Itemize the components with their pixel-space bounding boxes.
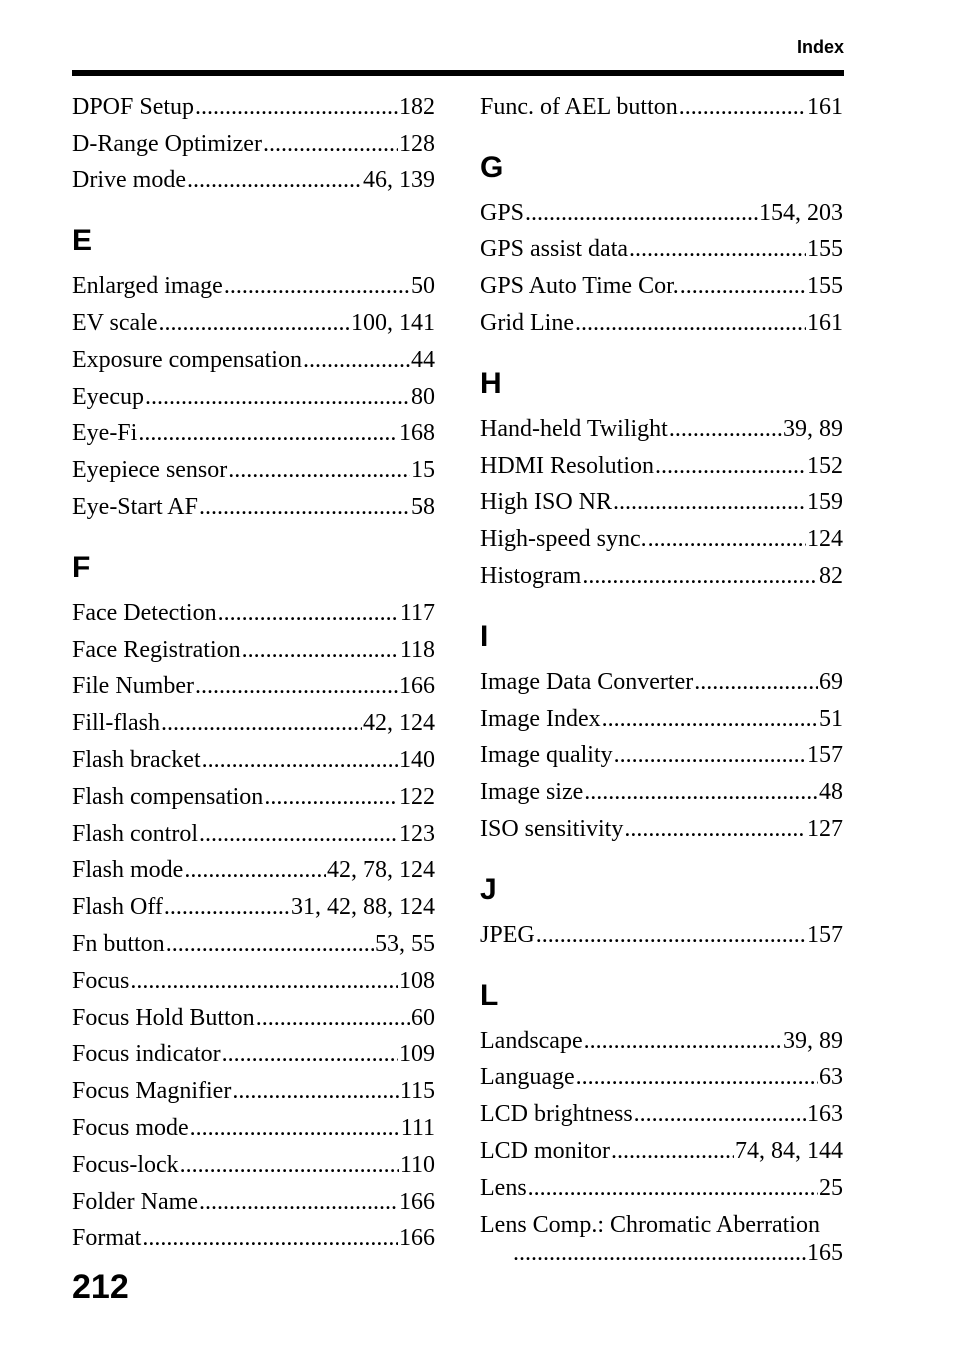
leader-dots bbox=[584, 1028, 782, 1055]
index-pages: 115 bbox=[399, 1078, 435, 1105]
index-term: Image Data Converter bbox=[480, 668, 694, 695]
leader-dots bbox=[624, 816, 806, 843]
leader-dots bbox=[584, 779, 818, 806]
index-entry bbox=[72, 958, 435, 995]
leader-dots bbox=[222, 1041, 398, 1068]
index-term: Flash mode bbox=[72, 857, 184, 884]
index-term: D-Range Optimizer bbox=[72, 130, 262, 157]
index-term: Flash bracket bbox=[72, 746, 201, 773]
index-pages: 161 bbox=[807, 93, 843, 120]
index-term: Language bbox=[480, 1064, 575, 1091]
leader-dots bbox=[679, 94, 806, 121]
leader-dots bbox=[199, 821, 398, 848]
index-pages: 42, 124 bbox=[363, 710, 435, 737]
leader-dots bbox=[242, 637, 399, 664]
index-term: Fill-flash bbox=[72, 710, 160, 737]
index-entry bbox=[72, 848, 435, 885]
index-pages: 42, 78, 124 bbox=[327, 857, 435, 884]
leader-dots bbox=[575, 310, 806, 337]
index-entry bbox=[480, 480, 843, 517]
index-term: Focus mode bbox=[72, 1114, 189, 1141]
index-column-left bbox=[72, 84, 435, 1252]
leader-dots bbox=[513, 1240, 806, 1267]
index-term: Focus bbox=[72, 967, 130, 994]
leader-dots bbox=[528, 1175, 818, 1202]
index-term: Flash compensation bbox=[72, 783, 264, 810]
index-term: High-speed sync. bbox=[480, 526, 647, 553]
index-entry bbox=[72, 484, 435, 521]
leader-dots bbox=[232, 1078, 399, 1105]
index-pages: 152 bbox=[807, 452, 843, 479]
index-entry bbox=[72, 1032, 435, 1069]
index-term: Focus Magnifier bbox=[72, 1078, 232, 1105]
index-term: Exposure compensation bbox=[72, 346, 302, 373]
index-term: Fn button bbox=[72, 930, 165, 957]
leader-dots bbox=[694, 669, 818, 696]
index-pages: 58 bbox=[411, 493, 435, 520]
leader-dots bbox=[613, 489, 806, 516]
leader-dots bbox=[264, 784, 398, 811]
leader-dots bbox=[187, 167, 362, 194]
index-entry bbox=[72, 411, 435, 448]
index-term: LCD monitor bbox=[480, 1137, 610, 1164]
index-pages: 155 bbox=[807, 273, 843, 300]
index-term: Func. of AEL button bbox=[480, 93, 678, 120]
index-pages: 157 bbox=[807, 921, 843, 948]
index-term: Flash Off bbox=[72, 894, 163, 921]
index-pages: 53, 55 bbox=[375, 930, 435, 957]
index-pages: 168 bbox=[399, 420, 435, 447]
index-pages: 51 bbox=[819, 705, 843, 732]
index-entry bbox=[72, 995, 435, 1032]
leader-dots bbox=[130, 968, 398, 995]
section-letter-g: G bbox=[480, 150, 504, 184]
leader-dots bbox=[648, 526, 806, 553]
index-entry bbox=[480, 696, 843, 733]
index-pages: 80 bbox=[411, 383, 435, 410]
leader-dots bbox=[629, 236, 806, 263]
leader-dots bbox=[669, 416, 782, 443]
index-entry bbox=[72, 590, 435, 627]
index-pages: 39, 89 bbox=[783, 415, 843, 442]
index-entry bbox=[480, 659, 843, 696]
index-term: Drive mode bbox=[72, 167, 186, 194]
index-pages: 118 bbox=[399, 636, 435, 663]
index-pages: 124 bbox=[807, 526, 843, 553]
index-entry bbox=[72, 774, 435, 811]
index-term: JPEG bbox=[480, 921, 535, 948]
index-pages: 25 bbox=[819, 1174, 843, 1201]
index-pages: 122 bbox=[399, 783, 435, 810]
index-term: Format bbox=[72, 1225, 142, 1252]
index-pages: 166 bbox=[399, 673, 435, 700]
index-entry bbox=[72, 627, 435, 664]
index-entry bbox=[480, 912, 843, 949]
index-entry bbox=[480, 806, 843, 843]
index-term: Enlarged image bbox=[72, 273, 223, 300]
index-pages: 31, 42, 88, 124 bbox=[291, 894, 435, 921]
header-rule bbox=[72, 70, 844, 76]
leader-dots bbox=[199, 494, 410, 521]
index-pages: 154, 203 bbox=[759, 199, 843, 226]
index-pages: 166 bbox=[399, 1225, 435, 1252]
leader-dots bbox=[602, 706, 818, 733]
index-term: Grid Line bbox=[480, 309, 574, 336]
index-pages: 69 bbox=[819, 668, 843, 695]
index-entry-wrapped bbox=[480, 1202, 843, 1267]
index-term: Face Registration bbox=[72, 636, 241, 663]
section-letter-e: E bbox=[72, 224, 93, 258]
index-entry bbox=[72, 1142, 435, 1179]
leader-dots bbox=[576, 1064, 818, 1091]
leader-dots bbox=[195, 94, 398, 121]
index-term: Focus indicator bbox=[72, 1041, 221, 1068]
leader-dots bbox=[190, 1115, 400, 1142]
leader-dots bbox=[228, 457, 410, 484]
leader-dots bbox=[634, 1101, 806, 1128]
index-group-f-continued bbox=[480, 84, 843, 121]
leader-dots bbox=[166, 931, 374, 958]
page-number: 212 bbox=[72, 1268, 129, 1306]
index-entry bbox=[480, 769, 843, 806]
index-term: GPS assist data bbox=[480, 236, 629, 263]
index-entry bbox=[72, 337, 435, 374]
index-pages: 39, 89 bbox=[783, 1027, 843, 1054]
index-entry bbox=[72, 884, 435, 921]
index-pages: 50 bbox=[411, 273, 435, 300]
index-entry bbox=[480, 227, 843, 264]
index-entry bbox=[480, 553, 843, 590]
index-pages: 128 bbox=[399, 130, 435, 157]
index-pages: 60 bbox=[411, 1004, 435, 1031]
index-pages: 82 bbox=[819, 562, 843, 589]
index-entry bbox=[480, 443, 843, 480]
leader-dots bbox=[582, 563, 818, 590]
index-pages: 63 bbox=[819, 1064, 843, 1091]
index-entry bbox=[72, 121, 435, 158]
index-term: Eye-Fi bbox=[72, 420, 138, 447]
index-pages: 44 bbox=[411, 346, 435, 373]
index-term: GPS Auto Time Cor. bbox=[480, 273, 679, 300]
index-term: Image Index bbox=[480, 705, 601, 732]
index-entry bbox=[480, 516, 843, 553]
index-term: Eye-Start AF bbox=[72, 493, 198, 520]
index-pages: 166 bbox=[399, 1188, 435, 1215]
leader-dots bbox=[142, 1225, 398, 1252]
leader-dots bbox=[536, 922, 806, 949]
leader-dots bbox=[256, 1005, 410, 1032]
leader-dots bbox=[164, 894, 290, 921]
index-group-j bbox=[480, 912, 843, 949]
index-entry bbox=[480, 1018, 843, 1055]
index-entry bbox=[72, 1179, 435, 1216]
index-pages: 48 bbox=[819, 779, 843, 806]
index-pages: 109 bbox=[399, 1041, 435, 1068]
leader-dots bbox=[611, 1138, 734, 1165]
index-term: DPOF Setup bbox=[72, 93, 195, 120]
index-term: ISO sensitivity bbox=[480, 815, 624, 842]
index-entry bbox=[480, 263, 843, 300]
index-pages: 46, 139 bbox=[363, 167, 435, 194]
index-entry bbox=[72, 921, 435, 958]
index-term: Flash control bbox=[72, 820, 198, 847]
leader-dots bbox=[195, 673, 398, 700]
index-entry bbox=[480, 1091, 843, 1128]
index-term: Eyepiece sensor bbox=[72, 457, 228, 484]
leader-dots bbox=[680, 273, 806, 300]
index-entry bbox=[72, 158, 435, 195]
leader-dots bbox=[303, 347, 410, 374]
leader-dots bbox=[184, 857, 326, 884]
index-pages: 100, 141 bbox=[351, 309, 435, 336]
index-term: HDMI Resolution bbox=[480, 452, 654, 479]
index-term: LCD brightness bbox=[480, 1101, 633, 1128]
leader-dots bbox=[614, 742, 806, 769]
index-term: Image size bbox=[480, 779, 584, 806]
index-term: EV scale bbox=[72, 309, 158, 336]
leader-dots bbox=[263, 131, 398, 158]
index-pages: 74, 84, 144 bbox=[735, 1137, 843, 1164]
index-pages: 155 bbox=[807, 236, 843, 263]
index-term: Hand-held Twilight bbox=[480, 415, 668, 442]
index-entry bbox=[72, 1105, 435, 1142]
index-pages: 140 bbox=[399, 746, 435, 773]
leader-dots bbox=[224, 273, 410, 300]
index-term: Image quality bbox=[480, 742, 613, 769]
index-pages: 127 bbox=[807, 815, 843, 842]
index-term: GPS bbox=[480, 199, 525, 226]
index-group-g bbox=[480, 190, 843, 337]
index-entry bbox=[480, 84, 843, 121]
index-term: Folder Name bbox=[72, 1188, 198, 1215]
index-entry bbox=[72, 811, 435, 848]
index-term: Lens bbox=[480, 1174, 527, 1201]
index-entry bbox=[72, 447, 435, 484]
index-term: Focus Hold Button bbox=[72, 1004, 255, 1031]
index-group-i bbox=[480, 659, 843, 843]
index-entry bbox=[72, 1216, 435, 1253]
index-entry bbox=[72, 700, 435, 737]
index-group-d bbox=[72, 84, 435, 194]
index-entry bbox=[72, 1068, 435, 1105]
index-entry bbox=[480, 1055, 843, 1092]
index-pages: 159 bbox=[807, 489, 843, 516]
index-pages: 117 bbox=[399, 599, 435, 626]
leader-dots bbox=[199, 1189, 398, 1216]
index-term: Histogram bbox=[480, 562, 582, 589]
index-entry bbox=[480, 1165, 843, 1202]
index-pages: 108 bbox=[399, 967, 435, 994]
index-entry bbox=[72, 374, 435, 411]
leader-dots bbox=[655, 453, 806, 480]
index-pages: 182 bbox=[399, 93, 435, 120]
section-letter-l: L bbox=[480, 978, 499, 1012]
index-pages: 111 bbox=[400, 1114, 435, 1141]
index-pages: 161 bbox=[807, 309, 843, 336]
index-term: Eyecup bbox=[72, 383, 144, 410]
index-entry bbox=[480, 300, 843, 337]
index-term: Focus-lock bbox=[72, 1151, 179, 1178]
leader-dots bbox=[159, 310, 350, 337]
running-header-title: Index bbox=[796, 37, 844, 57]
leader-dots bbox=[218, 600, 399, 627]
index-pages: 110 bbox=[399, 1151, 435, 1178]
leader-dots bbox=[145, 384, 410, 411]
index-term: Landscape bbox=[480, 1027, 583, 1054]
index-entry bbox=[72, 263, 435, 300]
section-letter-f: F bbox=[72, 550, 91, 584]
leader-dots bbox=[138, 420, 398, 447]
leader-dots bbox=[202, 747, 398, 774]
index-pages: 157 bbox=[807, 742, 843, 769]
index-pages: 123 bbox=[399, 820, 435, 847]
index-entry bbox=[72, 737, 435, 774]
index-pages: 163 bbox=[807, 1101, 843, 1128]
section-letter-h: H bbox=[480, 366, 502, 400]
index-entry bbox=[72, 300, 435, 337]
index-group-l bbox=[480, 1018, 843, 1202]
index-entry bbox=[480, 733, 843, 770]
index-term: File Number bbox=[72, 673, 194, 700]
index-entry bbox=[480, 1128, 843, 1165]
index-entry bbox=[480, 190, 843, 227]
section-letter-i: I bbox=[480, 619, 489, 653]
index-term: High ISO NR bbox=[480, 489, 613, 516]
index-pages: 15 bbox=[411, 457, 435, 484]
leader-dots bbox=[525, 200, 758, 227]
section-letter-j: J bbox=[480, 872, 497, 906]
index-group-h bbox=[480, 406, 843, 590]
index-entry bbox=[72, 664, 435, 701]
index-entry-continuation bbox=[480, 1239, 843, 1267]
index-entry bbox=[480, 406, 843, 443]
index-group-f bbox=[72, 590, 435, 1252]
leader-dots bbox=[161, 710, 362, 737]
index-pages: 165 bbox=[807, 1239, 843, 1266]
index-term: Face Detection bbox=[72, 599, 217, 626]
index-entry bbox=[72, 84, 435, 121]
index-term: Lens Comp.: Chromatic Aberration bbox=[480, 1211, 820, 1238]
leader-dots bbox=[180, 1152, 399, 1179]
index-group-e bbox=[72, 263, 435, 521]
index-column-right bbox=[480, 84, 843, 1267]
